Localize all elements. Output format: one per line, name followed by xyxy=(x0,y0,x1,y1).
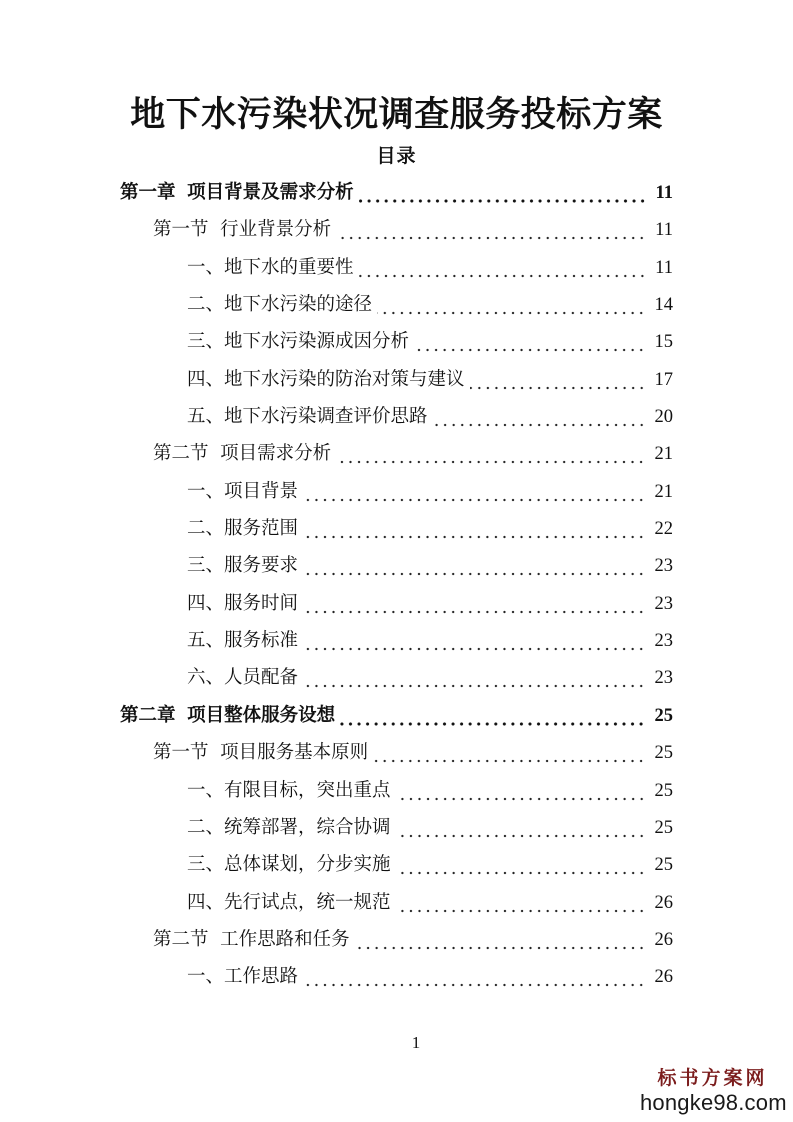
toc-leader-dots xyxy=(396,773,646,810)
toc-entry-item xyxy=(0,623,673,660)
toc-entry-item xyxy=(0,362,673,399)
document-title: 地下水污染状况调查服务投标方案 xyxy=(130,95,663,134)
toc-entry-item xyxy=(0,959,673,996)
toc-entry-title: 四、地下水污染的防治对策与建议 xyxy=(187,369,465,390)
toc-entry-page-number: 11 xyxy=(655,257,673,278)
toc-leader-dots xyxy=(303,623,645,660)
toc-entry-page-number: 11 xyxy=(655,220,673,241)
toc-entry-item xyxy=(0,885,673,922)
toc-entry-title: 三、总体谋划，分步实施 xyxy=(187,855,391,876)
toc-leader-dots xyxy=(303,586,645,623)
toc-leader-dots xyxy=(396,885,646,922)
toc-entry-item xyxy=(0,548,673,585)
toc-leader-dots xyxy=(303,660,645,697)
toc-entry-item xyxy=(0,399,673,436)
toc-entry-title: 第一节 项目服务基本原则 xyxy=(153,743,369,764)
toc-entry-page-number: 25 xyxy=(654,743,673,764)
toc-entry-page-number: 25 xyxy=(654,780,673,801)
toc-entry-page-number: 23 xyxy=(654,631,673,652)
toc-entry-page-number: 20 xyxy=(654,407,673,428)
toc-entry-item xyxy=(0,511,673,548)
toc-leader-dots xyxy=(377,287,645,324)
toc-entry-title: 第一章 项目背景及需求分析 xyxy=(120,183,354,203)
toc-entry-title: 四、服务时间 xyxy=(187,593,299,614)
toc-heading: 目录 xyxy=(376,146,417,167)
toc-entry-item xyxy=(0,847,673,884)
toc-entry-page-number: 21 xyxy=(654,481,673,502)
toc-entry-title: 二、服务范围 xyxy=(187,519,299,540)
toc-entry-item xyxy=(0,810,673,847)
toc-entry-title: 第一节 行业背景分析 xyxy=(153,220,332,241)
watermark-site-url: hongke98.com xyxy=(640,1090,787,1115)
toc-entry-page-number: 23 xyxy=(654,556,673,577)
toc-leader-dots xyxy=(433,399,646,436)
toc-entry-page-number: 26 xyxy=(654,929,673,950)
toc-entry-title: 三、服务要求 xyxy=(187,556,299,577)
toc-entry-title: 第二节 项目需求分析 xyxy=(153,444,332,465)
toc-entry-title: 第二章 项目整体服务设想 xyxy=(120,705,336,726)
toc-entry-title: 一、工作思路 xyxy=(187,967,299,988)
toc-entry-section xyxy=(0,212,673,249)
watermark-logo xyxy=(640,1066,785,1116)
toc-leader-dots xyxy=(340,698,645,735)
toc-entry-title: 一、项目背景 xyxy=(187,481,299,502)
toc-entry-page-number: 26 xyxy=(654,892,673,913)
toc-entry-page-number: 11 xyxy=(655,183,673,203)
toc-leader-dots xyxy=(396,847,646,884)
toc-entry-item xyxy=(0,324,673,361)
toc-leader-dots xyxy=(303,474,645,511)
toc-entry-section xyxy=(0,922,673,959)
toc-entry-item xyxy=(0,287,673,324)
toc-entry-title: 五、服务标准 xyxy=(187,631,299,652)
toc-leader-dots xyxy=(303,548,645,585)
page-number: 1 xyxy=(411,1033,421,1052)
toc-entry-title: 一、有限目标，突出重点 xyxy=(187,780,391,801)
toc-leader-dots xyxy=(396,810,646,847)
toc-leader-dots xyxy=(373,735,645,772)
toc-entry-title: 二、地下水污染的途径 xyxy=(187,295,373,316)
toc-entry-chapter xyxy=(0,698,673,735)
toc-entry-item xyxy=(0,250,673,287)
toc-leader-dots xyxy=(336,212,646,249)
table-of-contents xyxy=(0,175,673,997)
toc-entry-title: 三、地下水污染源成因分析 xyxy=(187,332,410,353)
toc-entry-page-number: 14 xyxy=(654,295,673,316)
toc-leader-dots xyxy=(336,436,645,473)
toc-entry-title: 二、统筹部署，综合协调 xyxy=(187,817,391,838)
toc-entry-item xyxy=(0,474,673,511)
toc-entry-item xyxy=(0,773,673,810)
toc-leader-dots xyxy=(303,959,645,996)
toc-entry-page-number: 25 xyxy=(654,705,673,726)
toc-entry-page-number: 17 xyxy=(654,369,673,390)
toc-entry-page-number: 23 xyxy=(654,668,673,689)
toc-entry-item xyxy=(0,660,673,697)
toc-leader-dots xyxy=(355,922,646,959)
toc-entry-chapter xyxy=(0,175,673,212)
toc-entry-title: 五、地下水污染调查评价思路 xyxy=(187,407,428,428)
watermark-site-name: 标书方案网 xyxy=(657,1067,768,1089)
toc-leader-dots xyxy=(414,324,645,361)
toc-entry-item xyxy=(0,586,673,623)
toc-entry-title: 四、先行试点，统一规范 xyxy=(187,892,391,913)
toc-entry-page-number: 23 xyxy=(654,593,673,614)
toc-entry-page-number: 15 xyxy=(654,332,673,353)
toc-entry-page-number: 26 xyxy=(654,967,673,988)
toc-entry-section xyxy=(0,436,673,473)
toc-entry-page-number: 25 xyxy=(654,855,673,876)
toc-leader-dots xyxy=(359,175,647,212)
toc-leader-dots xyxy=(470,362,646,399)
toc-entry-title: 第二节 工作思路和任务 xyxy=(153,929,350,950)
toc-entry-title: 六、人员配备 xyxy=(187,668,299,689)
toc-leader-dots xyxy=(303,511,645,548)
toc-leader-dots xyxy=(359,250,647,287)
toc-entry-section xyxy=(0,735,673,772)
toc-entry-page-number: 21 xyxy=(654,444,673,465)
toc-entry-page-number: 22 xyxy=(654,519,673,540)
toc-entry-page-number: 25 xyxy=(654,817,673,838)
toc-entry-title: 一、地下水的重要性 xyxy=(187,257,354,278)
